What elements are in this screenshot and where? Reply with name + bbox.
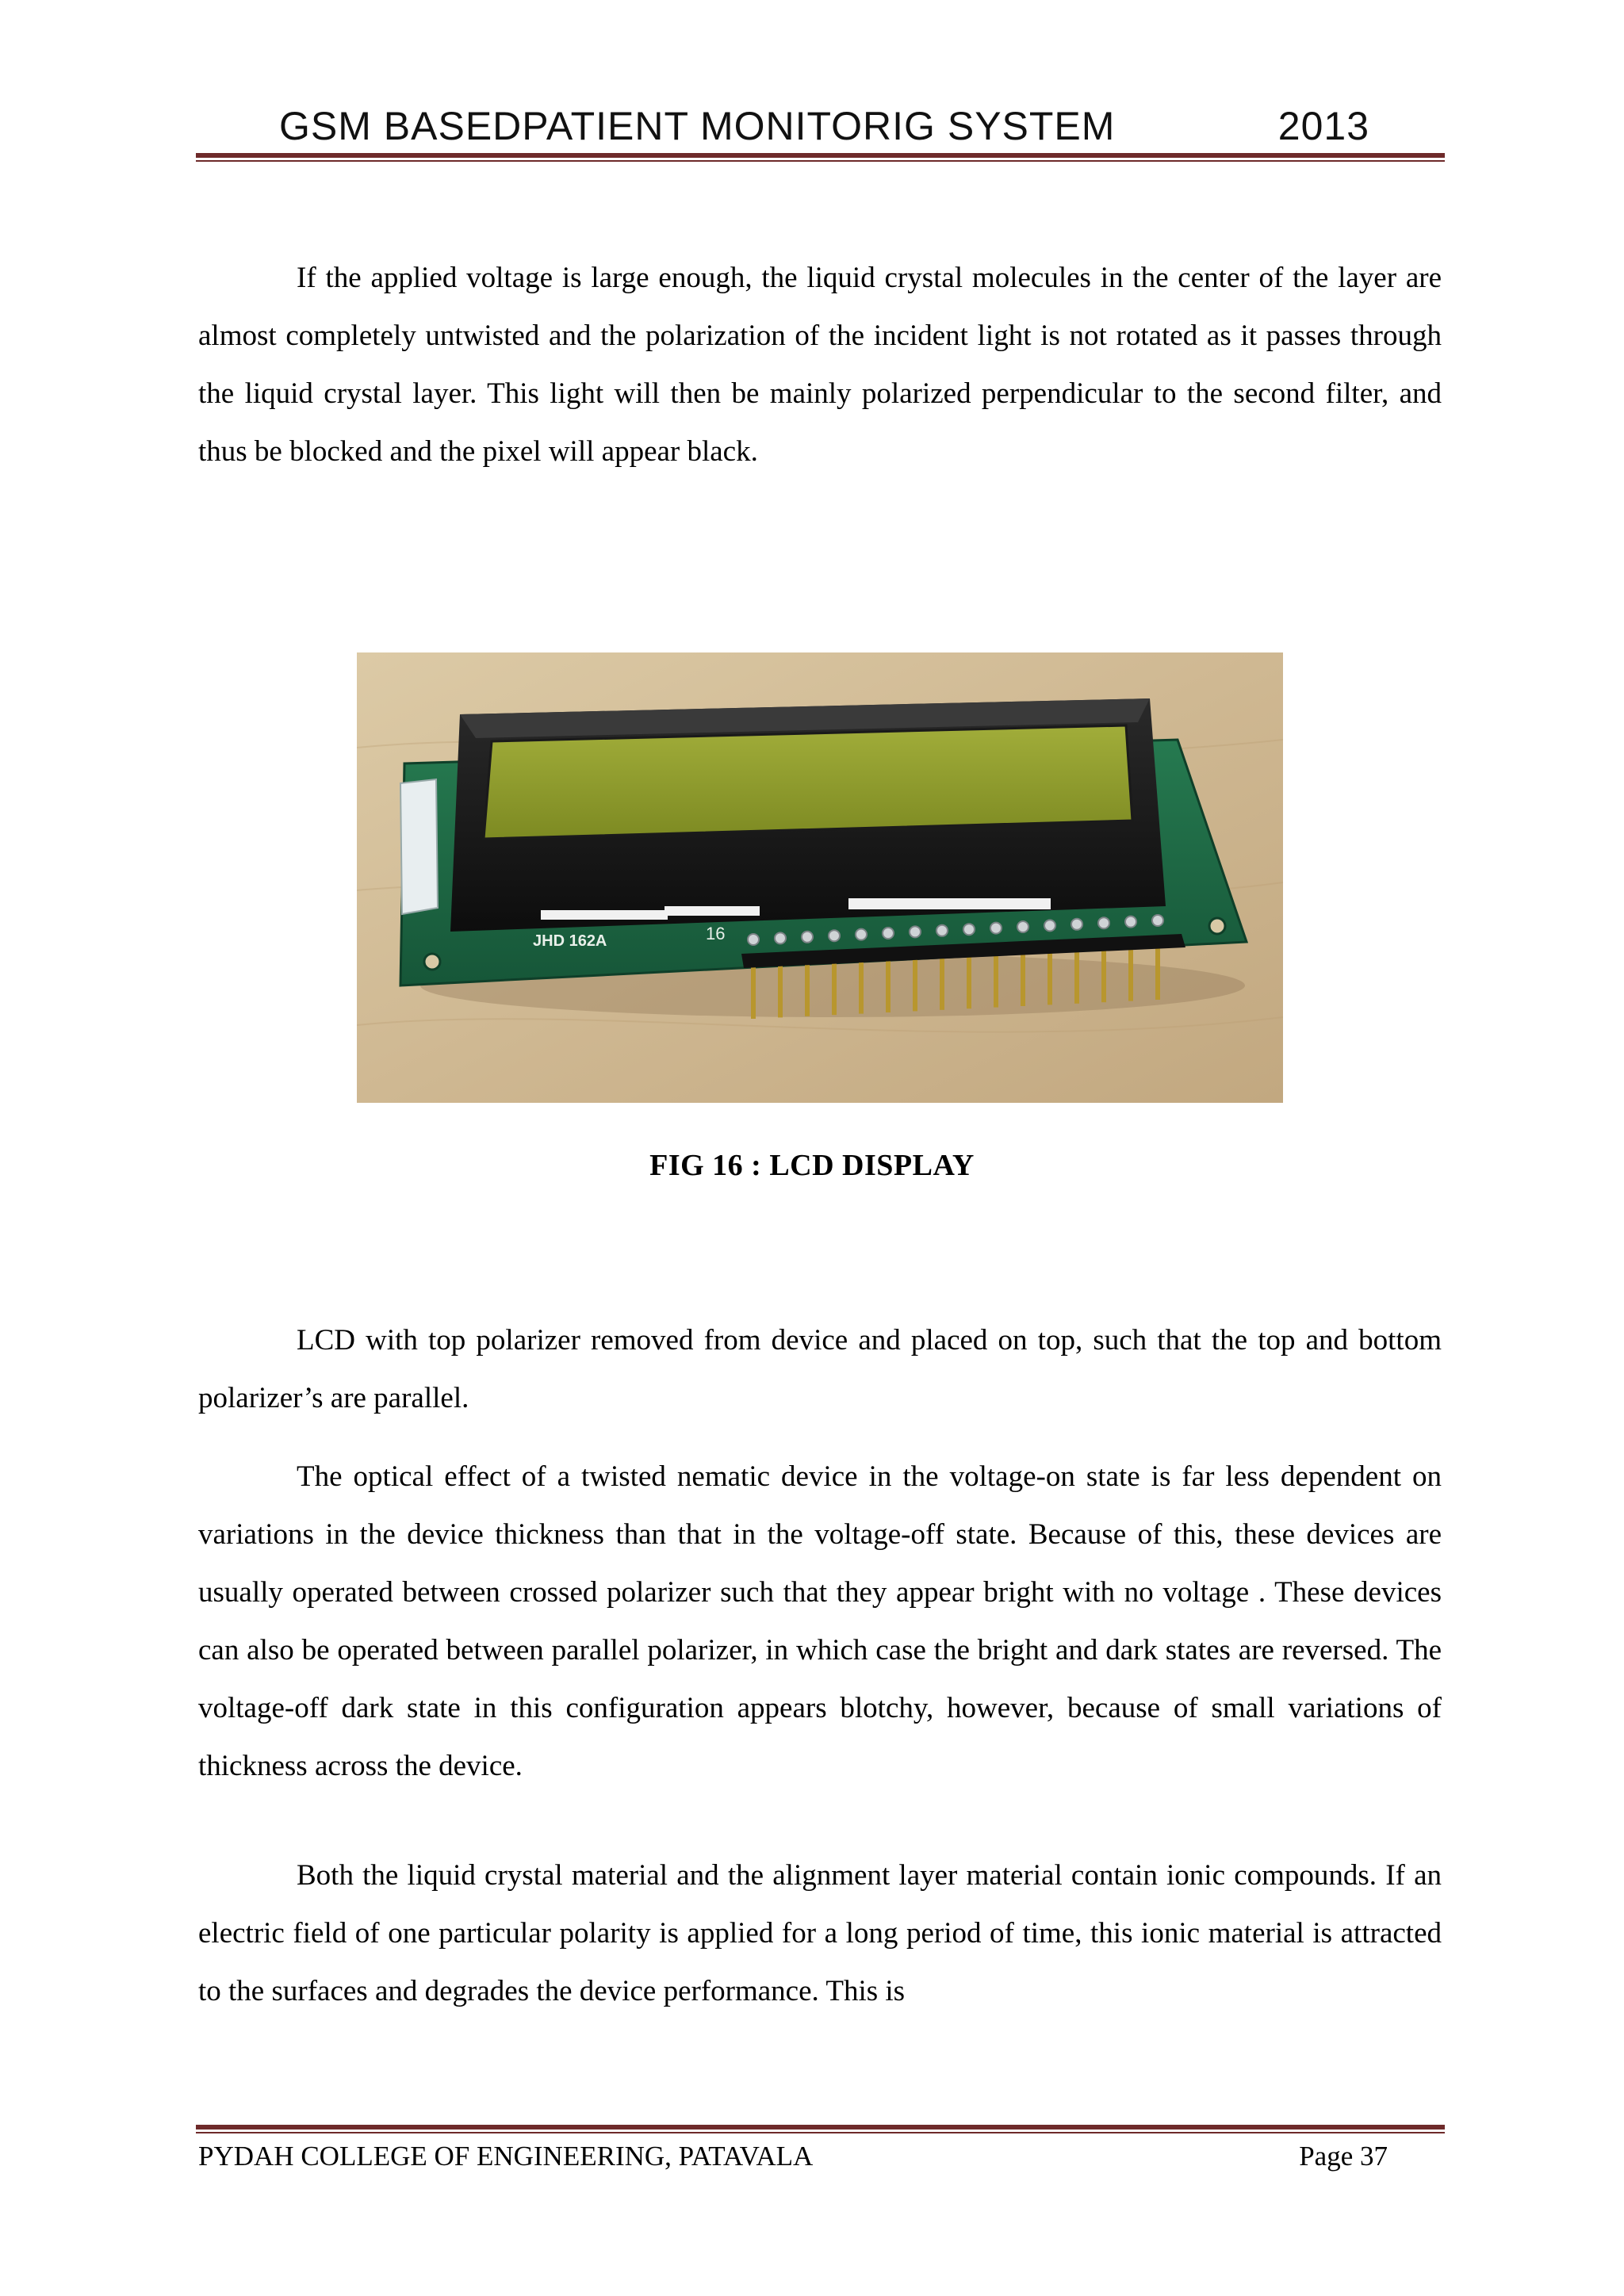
document-title: GSM BASEDPATIENT MONITORIG SYSTEM [279, 104, 1116, 148]
header-pin-leg [913, 955, 917, 1011]
solder-pad [775, 932, 786, 943]
paragraph-optical-effect: The optical effect of a twisted nematic device in the voltage-on state is far less dependent on variations in the device thickness than that in the voltage-off state. Because of this, these devices are usually operated between crossed polarizer such that they appear bright with no voltage . These devices can also be operated between parallel polarizer, in which case the bright and dark states are reversed. The voltage-off dark state in this configuration appears blotchy, however, because of small variations of thickness across the device. [198, 1460, 1442, 1782]
header-pin-leg [859, 959, 864, 1014]
solder-pad [883, 928, 894, 939]
college-name: PYDAH COLLEGE OF ENGINEERING, PATAVALA [198, 2141, 814, 2172]
board-label: JHD 162A [533, 932, 607, 950]
page-footer [198, 2141, 1388, 2188]
solder-pad [1071, 919, 1082, 930]
header-pin-leg [1128, 946, 1133, 1001]
solder-pad [936, 925, 948, 936]
footer-rule [196, 2125, 1445, 2133]
paragraph-ionic-compounds: Both the liquid crystal material and the alignment layer material contain ionic compounds. If an electric field of one particular polarity is applied for a long period of time, this ionic material is attracted to the surfaces and degrades the device performance. This is [198, 1859, 1442, 2007]
lcd-display-photo [357, 652, 1283, 1103]
solder-pad [1152, 915, 1163, 926]
header-pin-leg [778, 962, 783, 1017]
solder-pad [1098, 917, 1109, 928]
pin-number-label: 16 [706, 924, 726, 943]
paragraph-top-polarizer: LCD with top polarizer removed from device and placed on top, such that the top and bottom polarizer’s are parallel. [198, 1324, 1442, 1414]
page-header [196, 95, 1369, 159]
document-year: 2013 [1277, 104, 1369, 148]
header-pin-leg [1101, 947, 1106, 1002]
header-rule [196, 153, 1445, 162]
solder-pad [748, 934, 759, 945]
header-pin-leg [1074, 948, 1079, 1004]
header-pin-leg [1021, 951, 1025, 1006]
header-pin-leg [1048, 949, 1052, 1004]
page-number: Page 37 [1299, 2141, 1388, 2172]
paragraph-applied-voltage: If the applied voltage is large enough, the liquid crystal molecules in the center of the layer are almost completely untwisted and the polarization of the incident light is not rotated as it passes through the liquid crystal layer. This light will then be mainly polarized perpendicular to the second filter, and thus be blocked and the pixel will appear black. [198, 262, 1442, 468]
solder-pad [990, 923, 1002, 934]
solder-pad [856, 929, 867, 940]
header-pin-leg [805, 961, 810, 1016]
figure-caption: FIG 16 : LCD DISPLAY [649, 1149, 975, 1182]
header-pin-leg [886, 957, 891, 1012]
solder-pad [963, 924, 975, 935]
header-pin-leg [967, 953, 971, 1008]
solder-pad [1017, 921, 1028, 932]
solder-pad [910, 926, 921, 937]
header-pin-leg [940, 955, 944, 1010]
solder-pad [802, 932, 813, 943]
solder-pad [1044, 920, 1055, 931]
header-pin-leg [751, 963, 756, 1019]
header-pin-leg [832, 959, 837, 1015]
header-pin-leg [1155, 944, 1160, 1000]
solder-pad [1125, 916, 1136, 928]
header-pin-leg [994, 952, 998, 1008]
solder-pad [829, 930, 840, 941]
